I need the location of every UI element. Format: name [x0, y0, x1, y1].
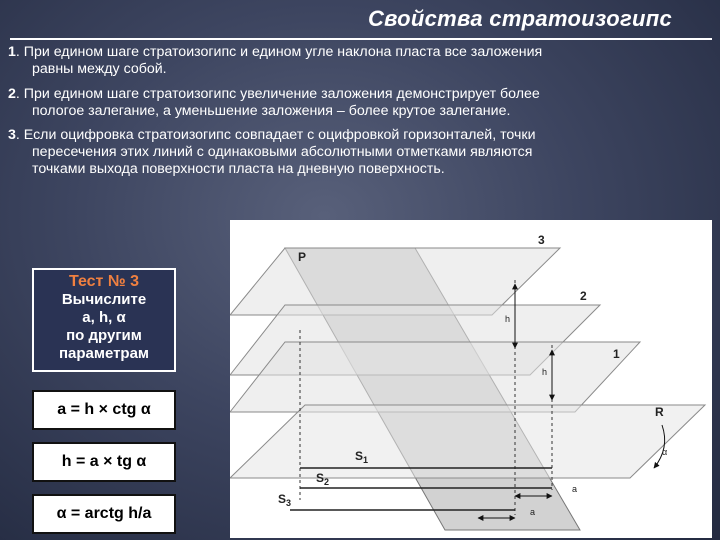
- property-number: 2: [8, 86, 16, 102]
- label-s3: $S_3$: [278, 492, 292, 508]
- label-s1: $S_1$: [355, 449, 369, 465]
- label-s2: $S_2$: [316, 471, 330, 487]
- label-2: 2: [580, 289, 587, 303]
- diagram-svg: [230, 220, 712, 538]
- property-2: [8, 86, 712, 120]
- property-number: 3: [8, 127, 16, 143]
- formula-alpha: α = arctg h/a: [32, 494, 176, 534]
- property-text: . Если оцифровка стратоизогипс совпадает с оцифровкой горизонталей, точки: [15, 127, 536, 143]
- formula-a: a = h × ctg α: [32, 390, 176, 430]
- label-h: h: [505, 314, 511, 324]
- property-text: равны между собой.: [32, 61, 167, 77]
- property-number: 1: [8, 44, 16, 60]
- property-1: [8, 44, 712, 78]
- label-1: 1: [613, 347, 620, 361]
- label-p: P: [298, 250, 307, 264]
- property-text: . При едином шаге стратоизогипс и едином угле наклона пласта все заложения: [15, 44, 543, 60]
- test-line: по другим: [66, 327, 142, 344]
- property-text: точками выхода поверхности пласта на дневную поверхность.: [32, 161, 445, 177]
- label-a: a: [572, 484, 578, 494]
- label-h: h: [542, 367, 548, 377]
- stratoisohypse-diagram: [230, 220, 712, 538]
- test-line: параметрам: [58, 345, 150, 362]
- property-3: [8, 127, 712, 178]
- test-line: a, h, α: [82, 309, 126, 326]
- property-text: пересечения этих линий с одинаковыми абсолютными отметками являются: [32, 144, 533, 160]
- label-a: a: [530, 507, 536, 517]
- horizontal-plane-1: [230, 342, 640, 412]
- slide-title: Свойства стратоизогипс: [367, 6, 673, 31]
- test-line: Вычислите: [61, 291, 147, 308]
- horizontal-plane-r: [230, 405, 705, 478]
- label-r: R: [655, 405, 664, 419]
- title-divider: [10, 38, 712, 40]
- property-text: пологое залегание, а уменьшение заложения – более крутое залегание.: [32, 103, 511, 119]
- test-heading: Тест № 3: [68, 273, 140, 290]
- property-text: . При едином шаге стратоизогипс увеличение заложения демонстрирует более: [15, 86, 540, 102]
- label-3: 3: [538, 233, 545, 247]
- formula-h: h = a × tg α: [32, 442, 176, 482]
- label-alpha: α: [662, 447, 668, 457]
- test-box: [32, 268, 176, 372]
